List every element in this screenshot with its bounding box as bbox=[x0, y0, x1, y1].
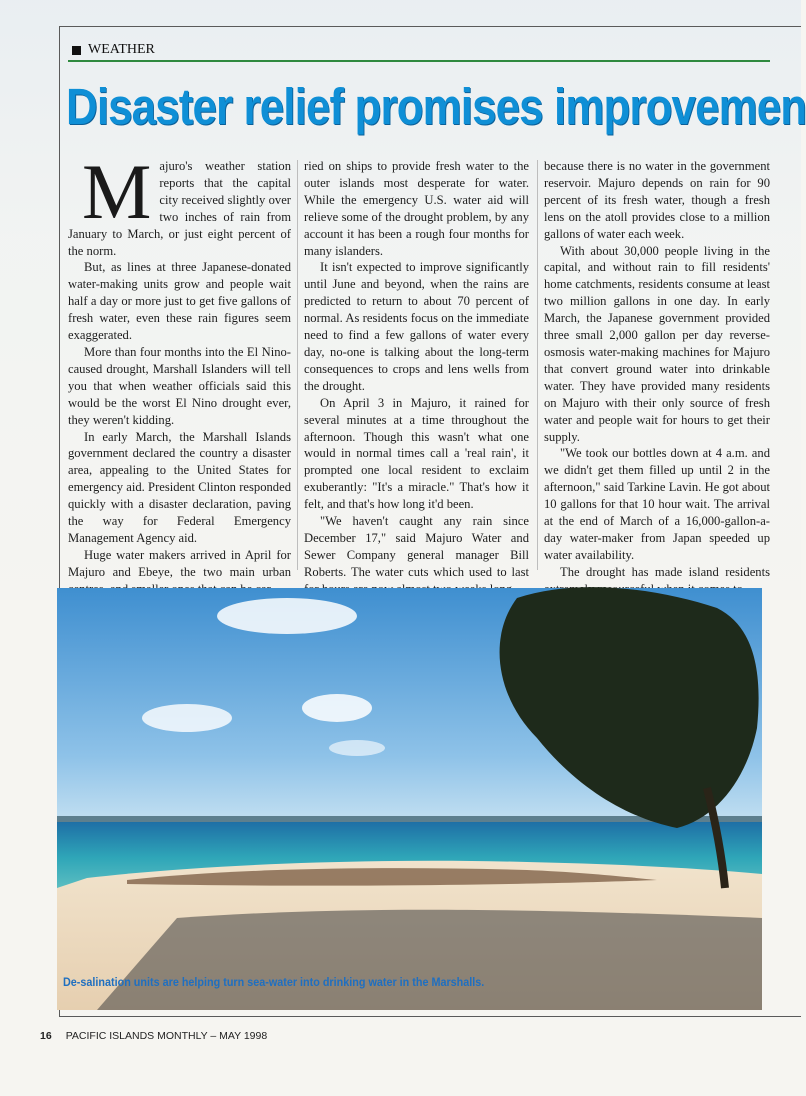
page-footer bbox=[40, 1030, 267, 1042]
article-column-2 bbox=[304, 158, 529, 598]
square-bullet-icon bbox=[72, 46, 81, 55]
publication-line: PACIFIC ISLANDS MONTHLY – MAY 1998 bbox=[65, 1030, 268, 1042]
paragraph: Huge water makers arrived in April for Majuro and Ebeye, the two main urban bbox=[68, 547, 291, 579]
section-text: WEATHER bbox=[88, 42, 155, 57]
paragraph: On April 3 in Majuro, it rained for several minutes at a time throughout the afternoon. Though this wasn't what one would in normal times call a 'real rain', it prompted one local resident to exclaim exuberantly: "It's a miracle." That's how it felt, and that's how long it'd been. bbox=[304, 395, 529, 512]
drop-cap: M bbox=[82, 148, 152, 235]
paragraph: because there is no water in the government reservoir. Majuro depends on rain for 90 percent of its fresh water, though a fresh lens on the atoll provides close to a million gallons of water each week. bbox=[544, 159, 770, 241]
paragraph: It isn't expected to improve significantly until June and beyond, when the rains are predicted to return to about 70 percent of normal. As residents focus on the immediate need to find a few gallons of water every day, no-one is talking about the long-term consequences to crops and lens wells from the drought. bbox=[304, 260, 529, 393]
section-label bbox=[72, 42, 155, 58]
section-rule bbox=[68, 60, 770, 62]
beach-photo-illustration bbox=[57, 588, 762, 1010]
column-divider bbox=[297, 160, 298, 570]
paragraph: With about 30,000 people living in the capital, and without rain to fill residents' home catchments, residents consume at least two million gallons in one day. In early March, the Japanese government provided three small 2,000 gallon per day reverse-osmosis water-making machines for Majuro that convert ground water into drinkable water. They have provided many residents on Majuro with their only source of fresh water and people wait for hours to get their supply. bbox=[544, 243, 770, 444]
frame-rule-top bbox=[59, 26, 801, 27]
paragraph: "We took our bottles down at 4 a.m. and we didn't get them filled up until 2 in the afternoon," said Tarkine Lavin. He got about 10 gallons for that 10 hour wait. The arrival at the end of March of a 16,000-gallon-a-day water-maker from Japan speeded up water availability. bbox=[544, 446, 770, 562]
headline: Disaster relief promises improvemen bbox=[66, 78, 806, 135]
page-number: 16 bbox=[40, 1030, 52, 1042]
paragraph: Majuro's weather station reports that the capital city received slightly over two inches of rain from January to March, or just eight percent of the norm. bbox=[68, 148, 291, 258]
paragraph: But, as lines at three Japanese-donated water-making units grow and people wait half a day or more just to get five gallons of fresh water, even these rain figures seem exaggerated. bbox=[68, 260, 291, 343]
frame-rule-bottom bbox=[59, 1016, 801, 1017]
article-column-1 bbox=[68, 148, 291, 598]
paragraph: "We haven't caught any rain since December 17," said Majuro Water and Sewer Company general manager Bill Roberts. The water cuts which used to last bbox=[304, 514, 529, 579]
paragraph: ried on ships to provide fresh water to the outer islands most desperate for water. While the emergency U.S. water aid will relieve some of the drought problem, by any account it has been a rough four months for many islanders. bbox=[304, 159, 529, 258]
paragraph: More than four months into the El Nino-caused drought, Marshall Islanders will tell you that when weather officials said this would be the worst El Nino drought ever, they weren't kidding. bbox=[68, 344, 291, 427]
paragraph: The drought has made island residents bbox=[560, 564, 770, 579]
photo-caption: De-salination units are helping turn sea-water into drinking water in the Marshalls. bbox=[63, 975, 485, 989]
paragraph: In early March, the Marshall Islands government declared the country a disaster area, appealing to the United States for emergency aid. President Clinton responded quickly with a disaster declaration, paving the way for Federal Emergency Management Agency aid. bbox=[68, 429, 291, 545]
column-divider bbox=[537, 160, 538, 570]
beach-photo bbox=[57, 588, 762, 1010]
article-column-3 bbox=[544, 158, 770, 598]
